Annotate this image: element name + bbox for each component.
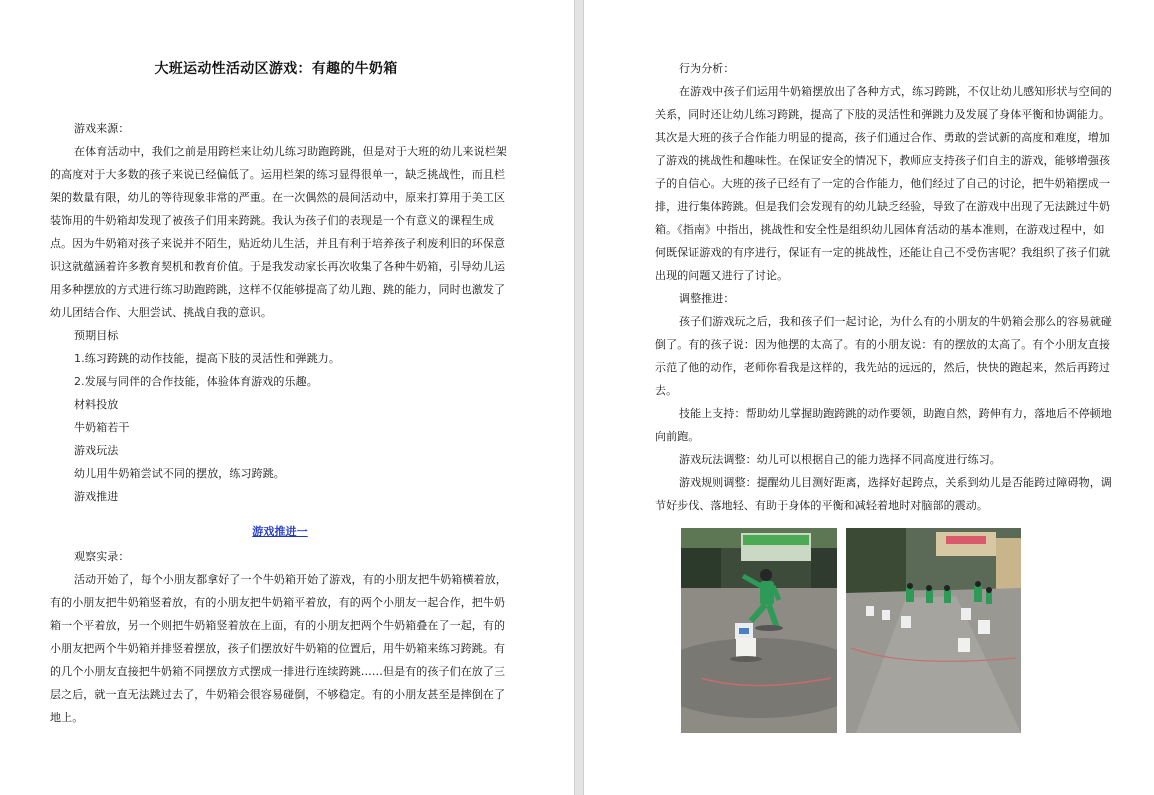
photo-child-jumping: [681, 528, 837, 733]
materials-heading: 材料投放: [74, 398, 119, 411]
rule-paragraph: 游戏规则调整：提醒幼儿目测好距离，选择好起跨点，关系到幼儿是否能跨过障碍物，调节好步伐、落地轻、有助于身体的平衡和减轻着地时对脑部的震动。: [655, 476, 1112, 512]
advance-heading: 游戏推进: [74, 490, 119, 503]
play-heading: 游戏玩法: [74, 444, 119, 457]
goal-1-number: 1.: [74, 352, 85, 365]
method-paragraph: 游戏玩法调整：幼儿可以根据自己的能力选择不同高度进行练习。: [679, 453, 1001, 466]
document-page-right: [584, 0, 1154, 795]
page-gutter: [574, 0, 584, 795]
adjust-paragraph: 孩子们游戏玩之后，我和孩子们一起讨论，为什么有的小朋友的牛奶箱会那么的容易就碰倒了。有的孩子说：因为他摆的太高了。有的小朋友说：有的摆放的太高了。有个小朋友直接示范了他的动作，老师你看我是这样的，我先站的远远的，然后，快快的跑起来，然后再跨过去。: [655, 315, 1112, 397]
adjust-heading: 调整推进：: [679, 292, 735, 305]
goal-item-2: [50, 370, 510, 393]
photo-children-yard: [846, 528, 1021, 733]
analysis-heading: 行为分析：: [679, 62, 735, 75]
materials-text: 牛奶箱若干: [74, 421, 130, 434]
photo-row: [681, 528, 1041, 733]
observe-heading: 观察实录：: [74, 550, 130, 563]
left-column: [50, 117, 510, 729]
document-page-left: [0, 0, 574, 795]
observe-paragraph: 活动开始了，每个小朋友都拿好了一个牛奶箱开始了游戏，有的小朋友把牛奶箱横着放，有的小朋友把牛奶箱竖着放，有的小朋友把牛奶箱平着放，有的两个小朋友一起合作，把牛奶箱一个平着放，另一个则把牛奶箱竖着放在上面，有的小朋友把两个牛奶箱叠在了一起，有的小朋友把两个牛奶箱并排竖着摆放，孩子们摆放好牛奶箱的位置后，用牛奶箱来练习跨跳。有的几个小朋友直接把牛奶箱不同摆放方式摆成一排进行连续跨跳……但是有的孩子们在放了三层之后，就一直无法跳过去了，牛奶箱会很容易碰倒，不够稳定。有的小朋友甚至是摔倒在了地上。: [50, 573, 507, 724]
right-column: [655, 57, 1113, 517]
play-text: 幼儿用牛奶箱尝试不同的摆放，练习跨跳。: [74, 467, 285, 480]
document-title: 大班运动性活动区游戏：有趣的牛奶箱: [154, 61, 398, 77]
goal-2-text: 发展与同伴的合作技能，体验体育游戏的乐趣。: [84, 375, 318, 388]
goals-heading: 预期目标: [74, 329, 119, 342]
goal-1-text: 练习跨跳的动作技能，提高下肢的灵活性和弹跳力。: [84, 352, 341, 365]
skill-paragraph: 技能上支持：帮助幼儿掌握助跑跨跳的动作要领，助跑自然，跨伸有力，落地后不停顿地向前跑。: [655, 407, 1112, 443]
goal-2-number: 2.: [74, 375, 85, 388]
advance-one-link[interactable]: 游戏推进一: [252, 525, 308, 538]
source-heading: 游戏来源：: [74, 122, 130, 135]
goal-item-1: [50, 347, 510, 370]
source-paragraph: 在体育活动中，我们之前是用跨栏来让幼儿练习助跑跨跳，但是对于大班的幼儿来说栏架的高度对于大多数的孩子来说已经偏低了。运用栏架的练习显得很单一，缺乏挑战性，而且栏架的数量有限，幼儿的等待现象非常的严重。在一次偶然的晨间活动中，原来打算用于美工区装饰用的牛奶箱却发现了被孩子们用来跨跳。我认为孩子们的表现是一个有意义的课程生成点。因为牛奶箱对孩子来说并不陌生，贴近幼儿生活，并且有利于培养孩子利废利旧的环保意识这就蕴涵着许多教育契机和教育价值。于是我发动家长再次收集了各种牛奶箱，引导幼儿运用多种摆放的方式进行练习助跑跨跳，这样不仅能够提高了幼儿跑、跳的能力，同时也激发了幼儿团结合作、大胆尝试、挑战自我的意识。: [50, 145, 507, 319]
analysis-paragraph: 在游戏中孩子们运用牛奶箱摆放出了各种方式，练习跨跳，不仅让幼儿感知形状与空间的关系，同时还让幼儿练习跨跳，提高了下肢的灵活性和弹跳力及发展了身体平衡和协调能力。其次是大班的孩子合作能力明显的提高，孩子们通过合作、勇敢的尝试新的高度和难度，增加了游戏的挑战性和趣味性。在保证安全的情况下，教师应支持孩子们自主的游戏，能够增强孩子的自信心。大班的孩子已经有了一定的合作能力，他们经过了自己的讨论，把牛奶箱摆成一排，进行集体跨跳。但是我们会发现有的幼儿缺乏经验，导致了在游戏中出现了无法跳过牛奶箱。《指南》中指出，挑战性和安全性是组织幼儿园体育活动的基本准则，在游戏过程中，如何既保证游戏的有序进行，保证有一定的挑战性，还能让自己不受伤害呢？我组织了孩子们就出现的问题又进行了讨论。: [655, 85, 1112, 282]
